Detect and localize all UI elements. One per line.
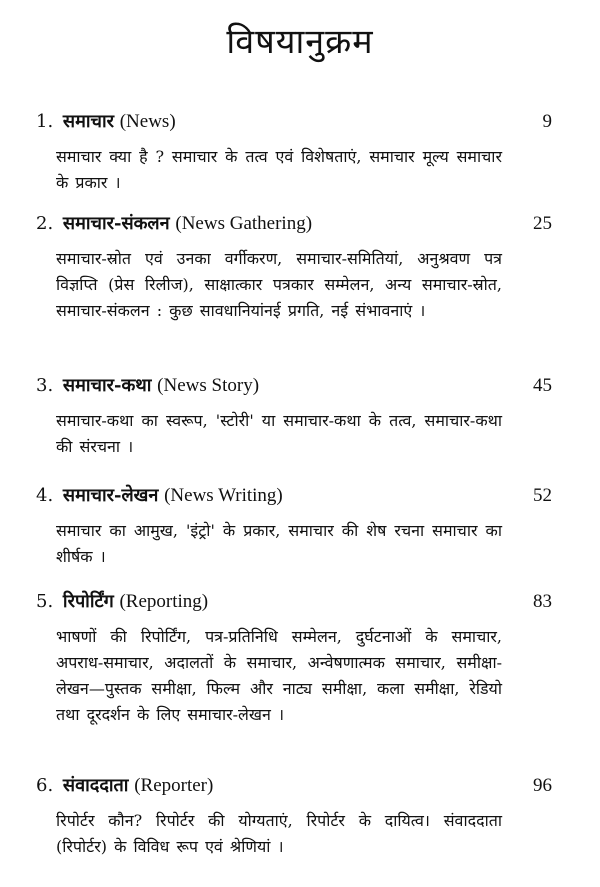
chapter-number: 4. bbox=[36, 485, 54, 506]
chapter-name: समाचार bbox=[62, 111, 114, 132]
chapter-number: 5. bbox=[36, 591, 54, 612]
chapter-name: रिपोर्टिंग bbox=[62, 591, 114, 612]
chapter-description: समाचार का आमुख, 'इंट्रो' के प्रकार, समाचार की शेष रचना समाचार का शीर्षक । bbox=[56, 521, 502, 566]
chapter-name: समाचार-कथा bbox=[62, 375, 152, 396]
chapter-number: 1. bbox=[36, 111, 54, 132]
chapter-description: भाषणों की रिपोर्टिंग, पत्र-प्रतिनिधि सम्मेलन, दुर्घटनाओं के समाचार, अपराध-समाचार, अदालतों के समाचार, अन्वेषणात्मक समाचार, समीक्षा-लेखन—पुस्तक समीक्षा, फिल्म और नाट्य समीक्षा, कला समीक्षा, रेडियो तथा दूरदर्शन के लिए समाचार-लेखन । bbox=[56, 627, 502, 724]
chapter-description: रिपोर्टर कौन? रिपोर्टर की योग्यताएं, रिपोर्टर के दायित्व। संवाददाता (रिपोर्टर) के विविध रूप एवं श्रेणियां । bbox=[56, 811, 502, 856]
chapter-english-name: (News Story) bbox=[157, 375, 260, 396]
chapter-english-name: (News Writing) bbox=[164, 485, 283, 506]
chapter-heading bbox=[36, 110, 600, 134]
chapter-heading bbox=[36, 212, 600, 236]
chapter-name: समाचार-लेखन bbox=[62, 485, 159, 506]
chapter-heading bbox=[36, 484, 600, 508]
chapter-english-name: (News) bbox=[119, 111, 176, 132]
chapter-number: 3. bbox=[36, 375, 54, 396]
chapter-english-name: (Reporting) bbox=[119, 591, 209, 612]
chapter-description: समाचार-स्रोत एवं उनका वर्गीकरण, समाचार-समितियां, अनुश्रवण पत्र विज्ञप्ति (प्रेस रिलीज), साक्षात्कार पत्रकार सम्मेलन, अन्य समाचार-स्रोत, समाचार-संकलन : कुछ सावधानियांनई प्रगति, नई संभावनाएं । bbox=[56, 249, 502, 320]
chapter-page-number: 52 bbox=[533, 485, 552, 506]
chapter-description: समाचार क्या है ? समाचार के तत्व एवं विशेषताएं, समाचार मूल्य समाचार के प्रकार । bbox=[56, 147, 502, 192]
chapter-page-number: 83 bbox=[533, 591, 552, 612]
page-title: विषयानुक्रम bbox=[226, 22, 374, 62]
chapter-page-number: 25 bbox=[533, 213, 552, 234]
chapter-english-name: (Reporter) bbox=[134, 775, 214, 796]
chapter-english-name: (News Gathering) bbox=[175, 213, 313, 234]
chapter-page-number: 45 bbox=[533, 375, 552, 396]
chapter-page-number: 96 bbox=[533, 775, 552, 796]
chapter-page-number: 9 bbox=[542, 111, 552, 132]
chapter-heading bbox=[36, 774, 600, 798]
chapter-heading bbox=[36, 590, 600, 614]
chapter-description: समाचार-कथा का स्वरूप, 'स्टोरी' या समाचार-कथा के तत्व, समाचार-कथा की संरचना । bbox=[56, 411, 502, 456]
chapter-number: 6. bbox=[36, 775, 54, 796]
chapter-heading bbox=[36, 374, 600, 398]
chapter-name: समाचार-संकलन bbox=[62, 213, 170, 234]
chapter-number: 2. bbox=[36, 213, 54, 234]
chapter-name: संवाददाता bbox=[62, 775, 129, 796]
